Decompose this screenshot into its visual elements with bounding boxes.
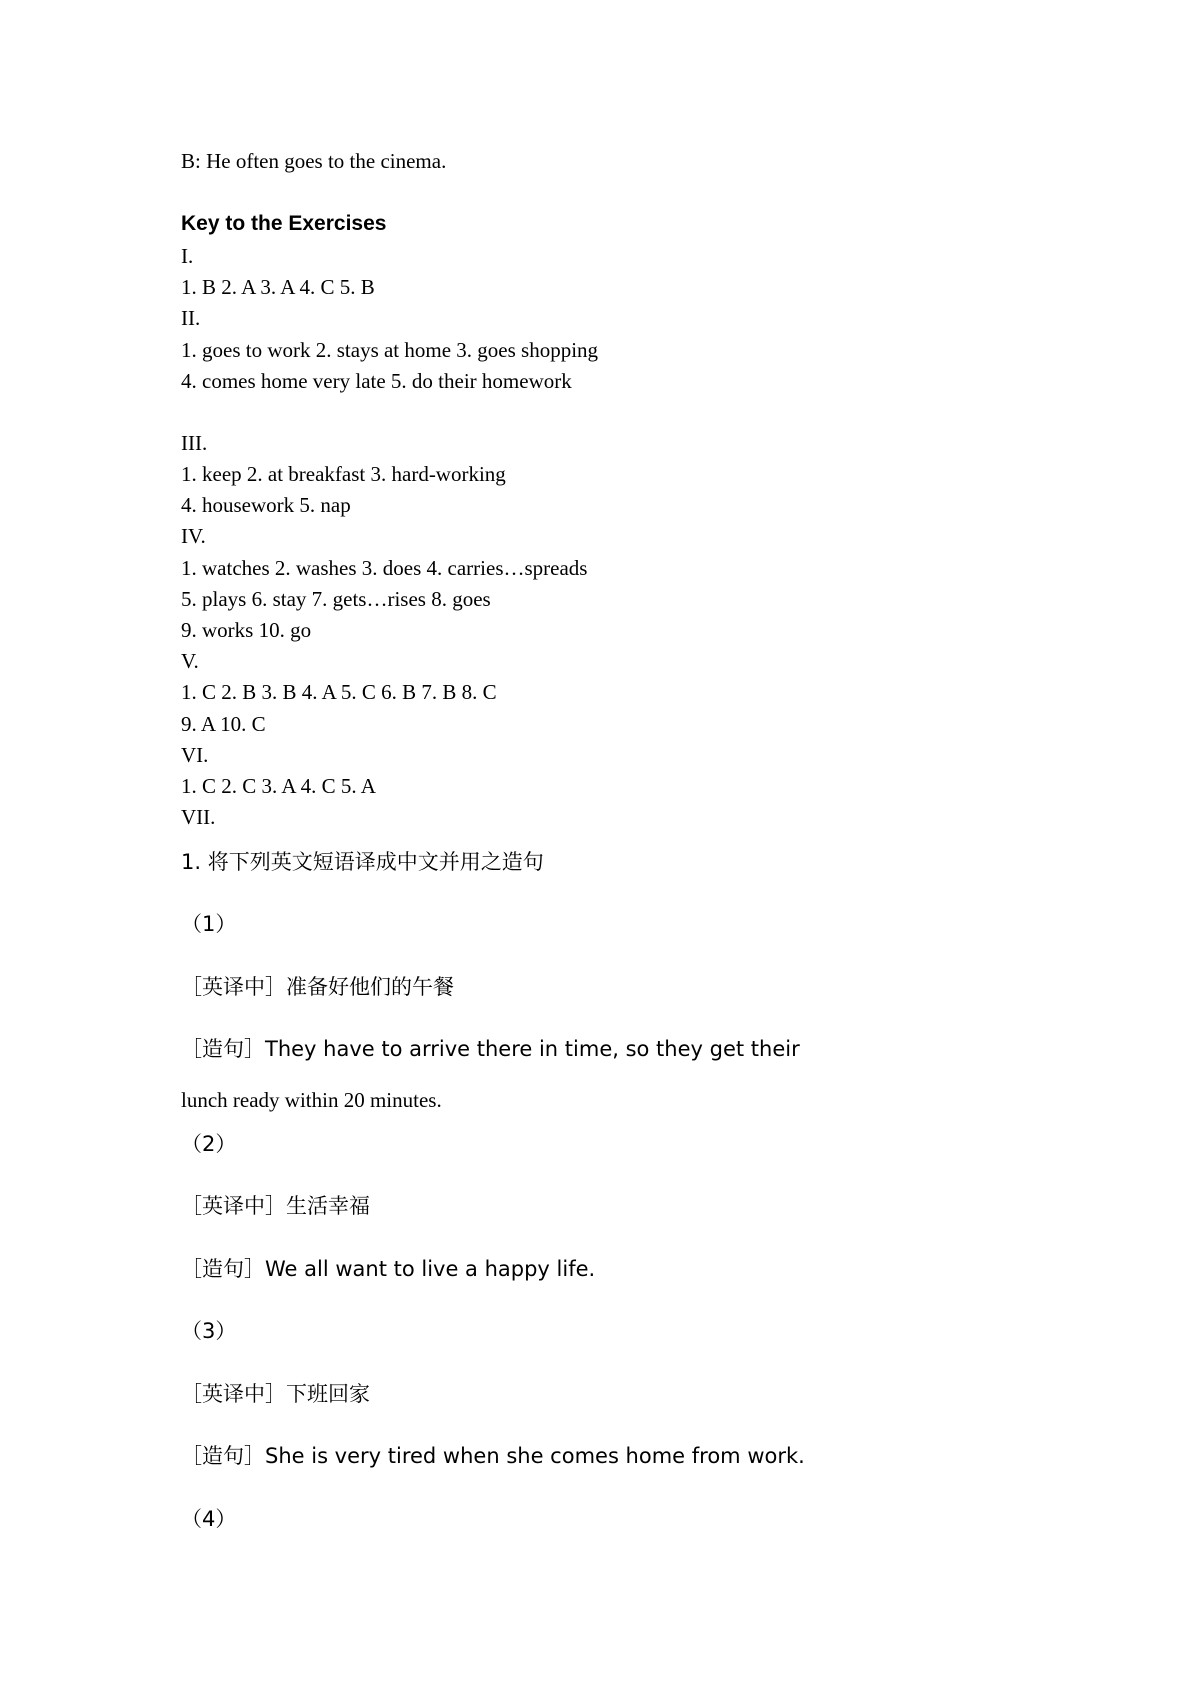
item-number: （2） bbox=[181, 1132, 237, 1156]
exercise-number: V. bbox=[181, 649, 199, 673]
sentence-line: ［造句］We all want to live a happy life. bbox=[181, 1257, 596, 1281]
section-heading: Key to the Exercises bbox=[181, 212, 387, 235]
answer-line: 1. watches 2. washes 3. does 4. carries…spreads bbox=[181, 556, 588, 580]
answer-line: 1. keep 2. at breakfast 3. hard-working bbox=[181, 462, 506, 486]
answer-line: 9. A 10. C bbox=[181, 712, 266, 736]
sentence-line: ［造句］They have to arrive there in time, so they get their bbox=[181, 1037, 800, 1061]
translation-line: ［英译中］生活幸福 bbox=[181, 1194, 370, 1218]
translation-line: ［英译中］下班回家 bbox=[181, 1382, 370, 1406]
exercise-number: III. bbox=[181, 431, 208, 455]
answer-line: 4. housework 5. nap bbox=[181, 493, 351, 517]
answer-line: 9. works 10. go bbox=[181, 618, 312, 642]
answer-line: 1. goes to work 2. stays at home 3. goes shopping bbox=[181, 338, 599, 362]
instruction-line: 1. 将下列英文短语译成中文并用之造句 bbox=[181, 850, 544, 874]
item-number: （1） bbox=[181, 912, 237, 936]
item-number: （4） bbox=[181, 1507, 237, 1531]
exercise-number: I. bbox=[181, 244, 194, 268]
answer-line: 1. C 2. C 3. A 4. C 5. A bbox=[181, 774, 376, 798]
exercise-number: VII. bbox=[181, 805, 216, 829]
item-number: （3） bbox=[181, 1319, 237, 1343]
translation-line: ［英译中］准备好他们的午餐 bbox=[181, 975, 454, 999]
sentence-continuation: lunch ready within 20 minutes. bbox=[181, 1088, 442, 1112]
exercise-number: VI. bbox=[181, 743, 209, 767]
exercise-number: II. bbox=[181, 306, 201, 330]
answer-line: 4. comes home very late 5. do their homework bbox=[181, 369, 572, 393]
answer-line: 5. plays 6. stay 7. gets…rises 8. goes bbox=[181, 587, 491, 611]
answer-line: 1. C 2. B 3. B 4. A 5. C 6. B 7. B 8. C bbox=[181, 680, 497, 704]
sentence-line: ［造句］She is very tired when she comes home from work. bbox=[181, 1444, 805, 1468]
exercise-number: IV. bbox=[181, 524, 206, 548]
dialogue-line: B: He often goes to the cinema. bbox=[181, 149, 447, 173]
answer-line: 1. B 2. A 3. A 4. C 5. B bbox=[181, 275, 375, 299]
